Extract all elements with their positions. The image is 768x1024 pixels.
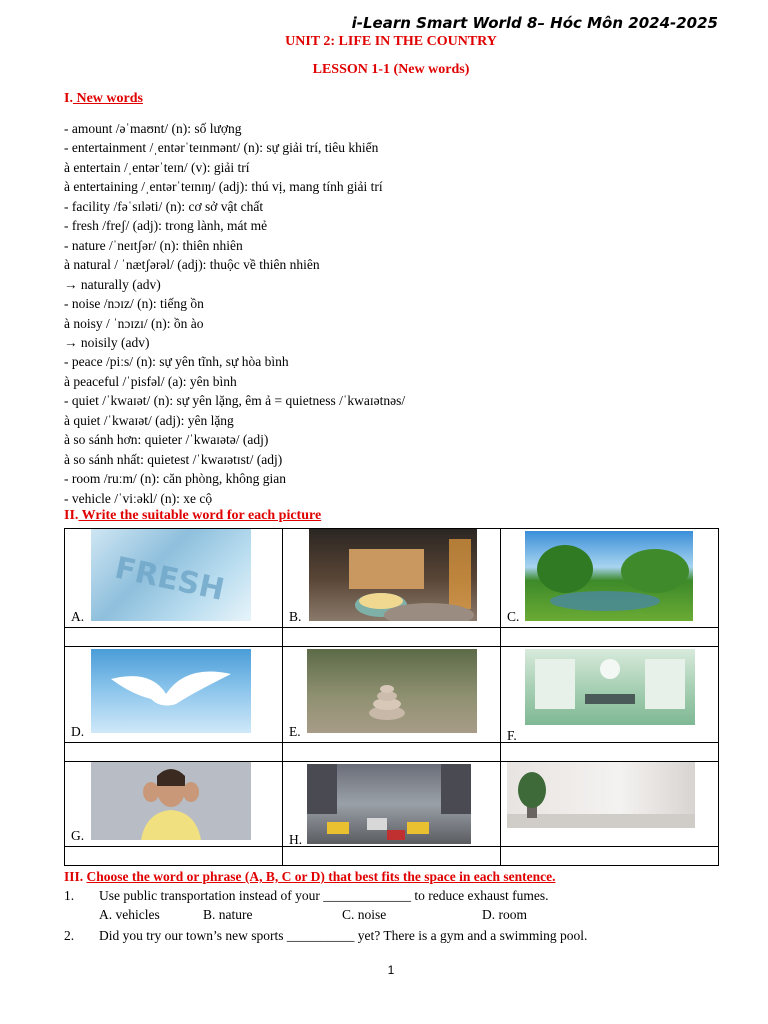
- answer-cell-e[interactable]: [283, 743, 501, 762]
- ice-text-graphic: [91, 529, 251, 621]
- word-entry: - facility /fəˈsɪləti/ (n): cơ sở vật chất: [64, 198, 264, 214]
- picture-label: C.: [507, 609, 520, 624]
- answer-cell-i[interactable]: [501, 847, 719, 866]
- question-text: Did you try our town’s new sports __________ yet? There is a gym and a swimming pool.: [99, 928, 588, 943]
- word-entry: à entertain /ˌentərˈteɪn/ (v): giải trí: [64, 159, 250, 175]
- picture-label: B.: [289, 609, 302, 624]
- word-entry: à noisy / ˈnɔɪzɪ/ (n): ồn ào: [64, 315, 204, 331]
- picture-table: [64, 528, 719, 866]
- picture-cell-c: [501, 529, 719, 628]
- document-header: i-Learn Smart World 8– Hóc Môn 2024-2025: [351, 14, 718, 32]
- tv-scene-graphic: [309, 529, 477, 621]
- section-number: III.: [64, 869, 84, 884]
- answer-cell-f[interactable]: [501, 743, 719, 762]
- answer-cell-a[interactable]: [65, 628, 283, 647]
- picture-cell-a: [65, 529, 283, 628]
- dove-graphic: [91, 649, 251, 733]
- lesson-title: LESSON 1-1 (New words): [312, 62, 470, 77]
- picture-cell-h: [283, 762, 501, 847]
- option-d[interactable]: D. room: [482, 907, 527, 922]
- section-new-words-heading: [64, 91, 143, 107]
- page-number: 1: [387, 963, 395, 977]
- word-entry: à so sánh hơn: quieter /ˈkwaɪətə/ (adj): [64, 432, 269, 448]
- word-entry: → naturally (adv): [64, 276, 161, 292]
- busy-city-traffic-photo: [307, 764, 471, 844]
- word-entry: - nature /ˈneɪtʃər/ (n): thiên nhiên: [64, 237, 243, 253]
- word-entry: à entertaining /ˌentərˈteɪnɪŋ/ (adj): thú vị, mang tính giải trí: [64, 179, 383, 195]
- green-nature-lake-photo: [525, 531, 693, 621]
- section-title: New words: [72, 91, 143, 106]
- word-entry: à quiet /ˈkwaɪət/ (adj): yên lặng: [64, 412, 234, 428]
- option-a[interactable]: A. vehicles: [99, 907, 160, 922]
- word-list: [64, 119, 405, 508]
- picture-label: D.: [71, 724, 85, 739]
- picture-label: G.: [71, 828, 85, 843]
- operating-room-photo: [525, 649, 695, 725]
- plant-graphic: [507, 762, 695, 828]
- word-entry: à peaceful /ˈpisfəl/ (a): yên bình: [64, 373, 237, 389]
- white-dove-sky-photo: [91, 649, 251, 733]
- svg-text:FRESH: FRESH: [111, 550, 228, 608]
- answer-cell-g[interactable]: [65, 847, 283, 866]
- woman-covering-ears-photo: [91, 762, 251, 840]
- answer-cell-h[interactable]: [283, 847, 501, 866]
- question-text: Use public transportation instead of your _____________ to reduce exhaust fumes.: [99, 888, 549, 903]
- word-entry: → noisily (adv): [64, 334, 150, 350]
- lake-scene-graphic: [525, 531, 693, 621]
- balanced-stones-photo: [307, 649, 477, 733]
- section-number: II.: [64, 508, 79, 523]
- question-number: 1.: [64, 888, 75, 903]
- picture-cell-f: [501, 647, 719, 743]
- word-entry: - fresh /freʃ/ (adj): trong lành, mát mẻ: [64, 218, 268, 234]
- word-entry: à natural / ˈnætʃərəl/ (adj): thuộc về thiên nhiên: [64, 257, 320, 273]
- word-entry: - noise /nɔɪz/ (n): tiếng ồn: [64, 296, 204, 312]
- section-pictures-heading: [64, 508, 321, 524]
- picture-label: A.: [71, 609, 85, 624]
- section-title: Write the suitable word for each picture: [78, 508, 322, 523]
- answer-cell-b[interactable]: [283, 628, 501, 647]
- unit-title: UNIT 2: LIFE IN THE COUNTRY: [285, 34, 497, 49]
- picture-cell-i: [501, 762, 719, 847]
- word-entry: - amount /əˈmaʊnt/ (n): số lượng: [64, 121, 242, 136]
- option-c[interactable]: C. noise: [342, 907, 387, 922]
- word-entry: - quiet /ˈkwaɪət/ (n): sự yên lặng, êm ả = quietness /ˈkwaɪətnəs/: [64, 393, 406, 409]
- answer-cell-c[interactable]: [501, 628, 719, 647]
- question-2: [64, 928, 587, 944]
- picture-cell-e: [283, 647, 501, 743]
- woman-graphic: [91, 762, 251, 840]
- question-1: [64, 888, 549, 904]
- section-title: Choose the word or phrase (A, B, C or D) that best fits the space in each sentence.: [86, 869, 556, 884]
- picture-cell-g: [65, 762, 283, 847]
- word-entry: - peace /piːs/ (n): sự yên tĩnh, sự hòa bình: [64, 354, 289, 370]
- empty-room-plant-photo: [507, 762, 695, 828]
- answer-cell-d[interactable]: [65, 743, 283, 762]
- watching-tv-popcorn-photo: [309, 529, 477, 621]
- section-number: I.: [64, 91, 73, 106]
- question-number: 2.: [64, 928, 75, 943]
- word-entry: - vehicle /ˈviːəkl/ (n): xe cộ: [64, 490, 213, 506]
- picture-label: H.: [289, 832, 303, 847]
- picture-cell-b: [283, 529, 501, 628]
- word-entry: - room /ruːm/ (n): căn phòng, không gian: [64, 471, 286, 487]
- picture-label: F.: [507, 728, 517, 743]
- section-exercise-heading: [64, 869, 555, 885]
- option-b[interactable]: B. nature: [203, 907, 253, 922]
- word-entry: à so sánh nhất: quietest /ˈkwaɪətɪst/ (adj): [64, 451, 283, 467]
- stones-graphic: [307, 649, 477, 733]
- operating-room-graphic: [525, 649, 695, 725]
- word-entry: - entertainment /ˌentərˈteɪnmənt/ (n): sự giải trí, tiêu khiển: [64, 140, 379, 156]
- traffic-graphic: [307, 764, 471, 844]
- frozen-fresh-text-photo: [91, 529, 251, 621]
- picture-label: E.: [289, 724, 301, 739]
- picture-cell-d: [65, 647, 283, 743]
